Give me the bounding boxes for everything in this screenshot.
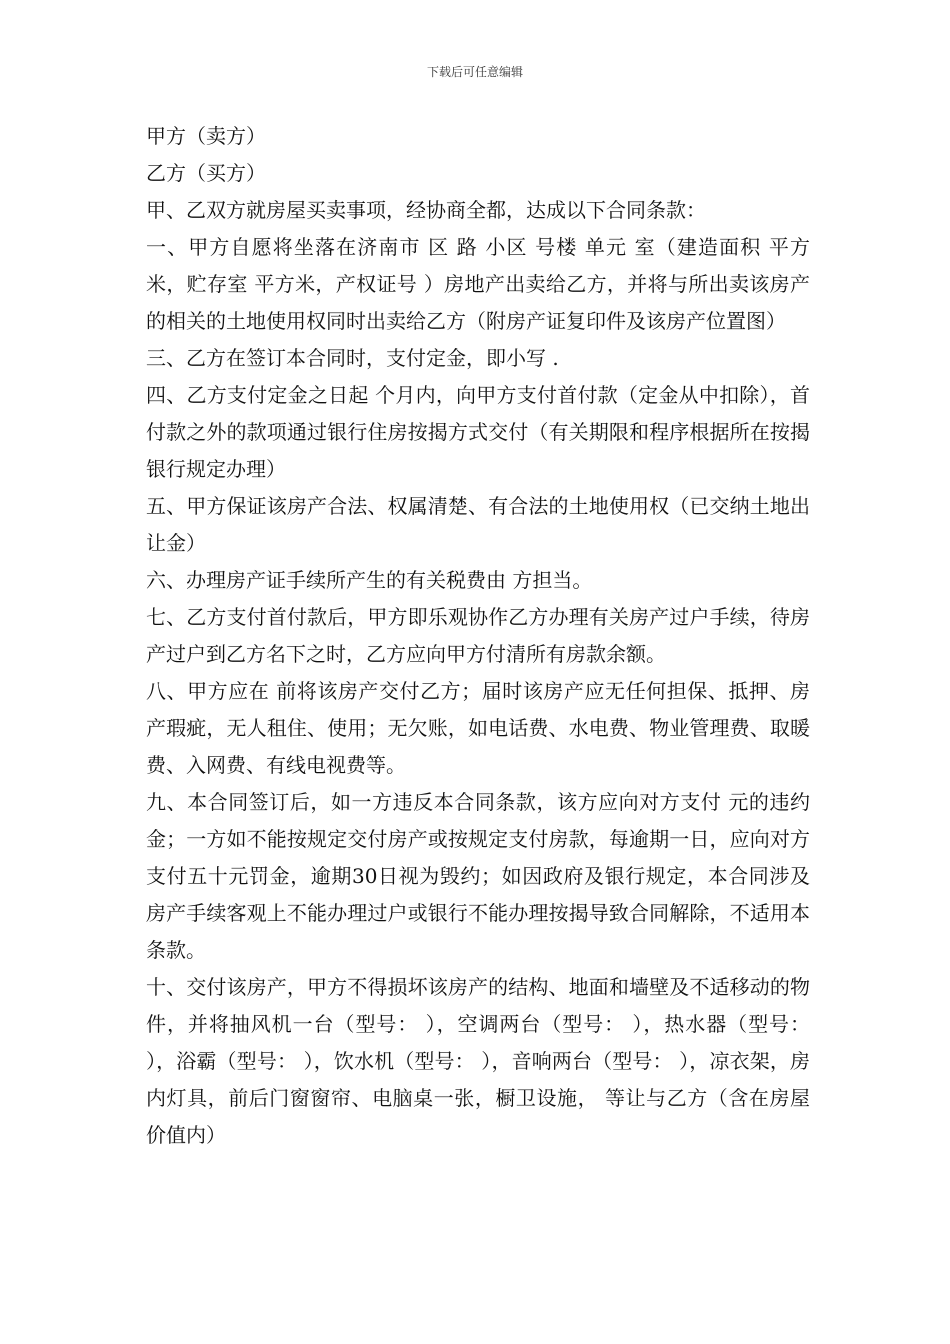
intro-paragraph: 甲、乙双方就房屋买卖事项，经协商全都，达成以下合同条款： bbox=[146, 198, 706, 222]
clause-1: 一、甲方自愿将坐落在济南市 区 路 小区 号楼 单元 室（建造面积 平方米，贮存室 平方米，产权证号 ）房地产出卖给乙方，并将与所出卖该房产的相关的土地使用权同时出卖给乙方（附房产证复印件及该房产位置图） bbox=[146, 235, 810, 333]
clause-5: 五、甲方保证该房产合法、权属清楚、有合法的土地使用权（已交纳土地出让金） bbox=[146, 494, 810, 555]
document-body bbox=[146, 118, 810, 1154]
clause-8: 八、甲方应在 前将该房产交付乙方；届时该房产应无任何担保、抵押、房产瑕疵，无人租住、使用；无欠账，如电话费、水电费、物业管理费、取暖费、入网费、有线电视费等。 bbox=[146, 679, 810, 777]
party-a-line: 甲方（卖方） bbox=[146, 124, 266, 148]
clause-9: 九、本合同签订后，如一方违反本合同条款，该方应向对方支付 元的违约金；一方如不能按规定交付房产或按规定支付房款，每逾期一日，应向对方支付五十元罚金，逾期30日视为毁约；如因政府及银行规定，本合同涉及房产手续客观上不能办理过户或银行不能办理按揭导致合同解除，不适用本条款。 bbox=[146, 790, 810, 962]
clause-10: 十、交付该房产，甲方不得损坏该房产的结构、地面和墙壁及不适移动的物件，并将抽风机一台（型号： ），空调两台（型号： ），热水器（型号： ），浴霸（型号： ），饮水机（型号： ），音响两台（型号： ），凉衣架，房内灯具，前后门窗窗帘、电脑桌一张，橱卫设施， 等让与乙方（含在房屋价值内） bbox=[146, 975, 810, 1147]
clause-6: 六、办理房产证手续所产生的有关税费由 方担当。 bbox=[146, 568, 593, 592]
clause-3: 三、乙方在签订本合同时，支付定金，即小写 . bbox=[146, 346, 559, 370]
clause-7: 七、乙方支付首付款后，甲方即乐观协作乙方办理有关房产过户手续，待房产过户到乙方名下之时，乙方应向甲方付清所有房款余额。 bbox=[146, 605, 810, 666]
party-b-line: 乙方（买方） bbox=[146, 161, 266, 185]
page-header: 下载后可任意编辑 bbox=[426, 65, 523, 79]
clause-4: 四、乙方支付定金之日起 个月内，向甲方支付首付款（定金从中扣除），首付款之外的款项通过银行住房按揭方式交付（有关期限和程序根据所在按揭银行规定办理） bbox=[146, 383, 810, 481]
